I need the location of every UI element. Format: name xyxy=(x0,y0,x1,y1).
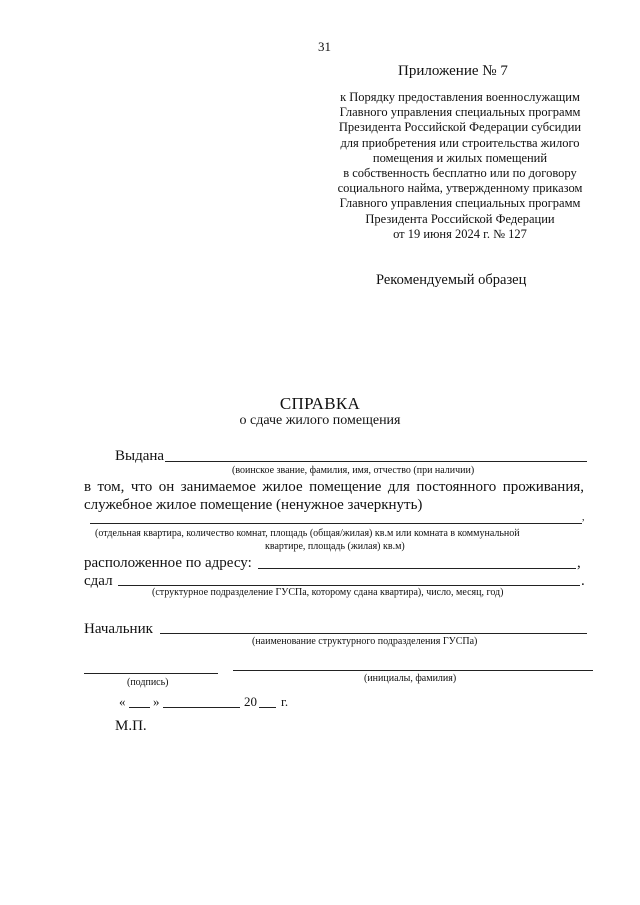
stamp-label: М.П. xyxy=(115,718,147,734)
address-field-line[interactable] xyxy=(258,568,576,569)
handed-label: сдал xyxy=(84,573,113,589)
appendix-line: помещения и жилых помещений xyxy=(372,150,548,165)
recommended-sample-label: Рекомендуемый образец xyxy=(376,272,527,288)
address-label: расположенное по адресу: xyxy=(84,555,252,571)
date-year-suffix: г. xyxy=(281,694,289,709)
chief-caption: (наименование структурного подразделения ГУСПа) xyxy=(252,636,478,647)
appendix-line: от 19 июня 2024 г. № 127 xyxy=(393,226,527,241)
appendix-line: Главного управления специальных программ xyxy=(339,196,581,211)
signature-field-line[interactable] xyxy=(84,673,218,674)
address-line-end: , xyxy=(577,555,581,571)
signature-caption: (подпись) xyxy=(127,677,169,688)
date-year-line[interactable] xyxy=(259,707,276,708)
appendix-line: Президента Российской Федерации субсидии xyxy=(338,120,582,135)
date-close-quote: » xyxy=(153,694,160,709)
chief-label: Начальник xyxy=(84,621,153,637)
date-day-line[interactable] xyxy=(129,707,150,708)
date-open-quote: « xyxy=(119,694,126,709)
appendix-title: Приложение № 7 xyxy=(398,63,508,79)
issued-label: Выдана xyxy=(115,448,165,464)
page-number: 31 xyxy=(318,39,331,54)
appendix-line: для приобретения или строительства жилого xyxy=(340,135,580,150)
premises-caption-line-1: (отдельная квартира, количество комнат, площадь (общая/жилая) кв.м или комната в коммунальной xyxy=(95,528,520,539)
appendix-line: Главного управления специальных программ xyxy=(339,105,581,120)
issued-caption: (воинское звание, фамилия, имя, отчество (при наличии) xyxy=(232,465,475,476)
appendix-line: к Порядку предоставления военнослужащим xyxy=(340,90,580,104)
issued-field-line[interactable] xyxy=(165,461,587,462)
premises-caption-line-2: квартире, площадь (жилая) кв.м) xyxy=(265,541,405,552)
premises-line-end: , xyxy=(582,512,585,523)
appendix-line: социального найма, утвержденному приказом xyxy=(337,181,583,196)
handed-line-end: . xyxy=(581,573,585,589)
handed-field-line[interactable] xyxy=(118,585,580,586)
appendix-line: Президента Российской Федерации xyxy=(365,211,555,226)
chief-field-line[interactable] xyxy=(160,633,587,634)
date-year-prefix: 20 xyxy=(244,694,257,709)
initials-field-line[interactable] xyxy=(233,670,593,671)
occupancy-text: в том, что он занимаемое жилое помещение для постоянного проживания, служебное жилое помещение (ненужное зачеркнуть) xyxy=(84,479,584,513)
document-title: СПРАВКА xyxy=(279,394,361,413)
document-subtitle: о сдаче жилого помещения xyxy=(239,413,401,428)
appendix-reference xyxy=(310,90,610,242)
appendix-line: в собственность бесплатно или по договору xyxy=(343,166,577,181)
initials-caption: (инициалы, фамилия) xyxy=(364,673,457,684)
handed-caption: (структурное подразделение ГУСПа, которому сдана квартира), число, месяц, год) xyxy=(152,587,504,598)
premises-field-line[interactable] xyxy=(90,523,582,524)
date-month-line[interactable] xyxy=(163,707,240,708)
